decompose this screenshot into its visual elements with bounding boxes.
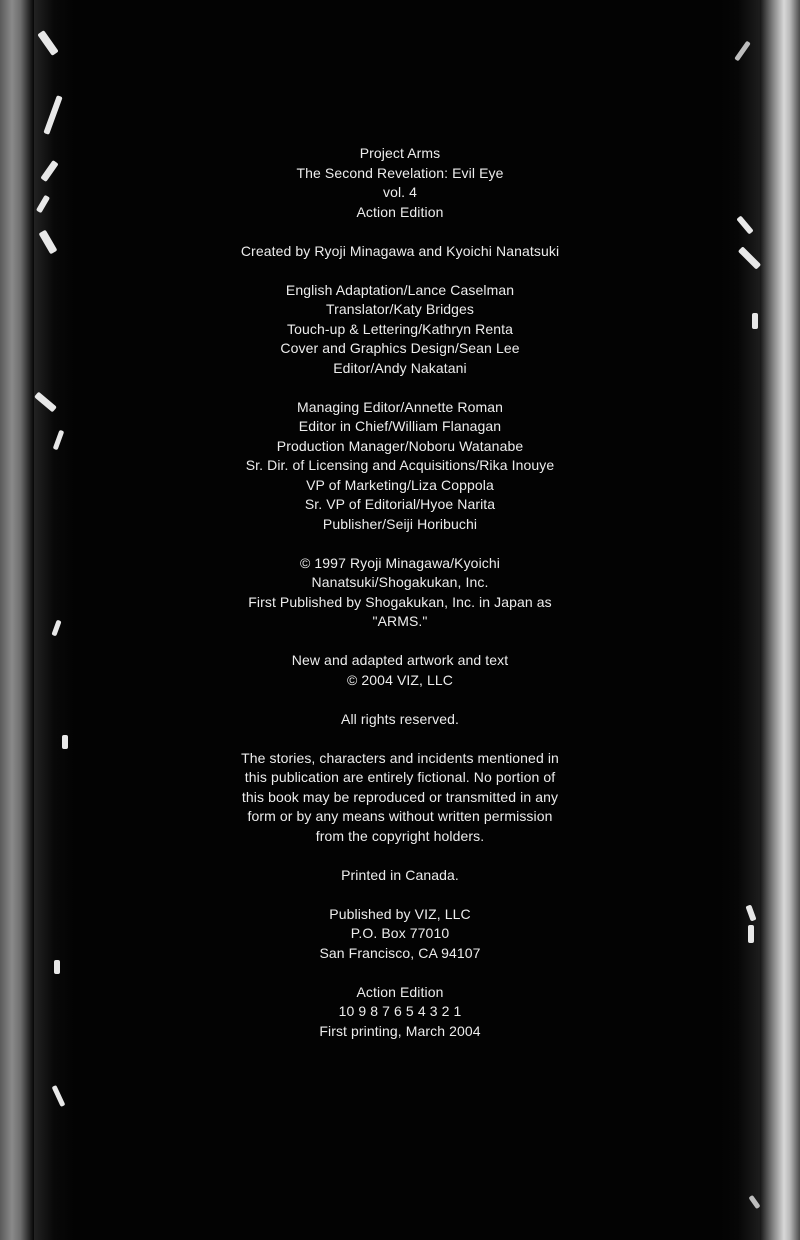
publisher-block [200,905,600,964]
management-line: Managing Editor/Annette Roman [296,398,504,415]
volume-number: vol. 4 [382,184,418,200]
management-line: Publisher/Seiji Horibuchi [322,515,478,532]
disclaimer-line: from the copyright holders. [315,827,485,844]
staff-line: Cover and Graphics Design/Sean Lee [280,340,520,356]
creators-line: Created by Ryoji Minagawa and Kyoichi Nanatsuki [240,242,560,259]
edition-line: Action Edition [356,983,444,1000]
left-border-shadow [34,0,74,1240]
printing-numbers: 10 9 8 7 6 5 4 3 2 1 [338,1003,462,1019]
disclaimer-line: The stories, characters and incidents mentioned in [241,749,559,766]
publisher-address: P.O. Box 77010 [350,925,450,941]
adaptation-line: New and adapted artwork and text [291,652,509,668]
printing-date: First printing, March 2004 [319,1022,481,1039]
right-border-texture [760,0,800,1240]
disclaimer-line: form or by any means without written permission [247,808,553,824]
edition-name: Action Edition [356,203,444,220]
disclaimer-line: this publication are entirely fictional. No portion of [244,769,556,785]
copyright-line: © 1997 Ryoji Minagawa/Kyoichi [300,554,500,571]
copyright-line: First Published by Shogakukan, Inc. in Japan as [248,593,552,610]
right-border-shadow [720,0,760,1240]
management-block [200,398,600,535]
left-border-texture [0,0,34,1240]
staff-line: Editor/Andy Nakatani [333,359,467,376]
publisher-city: San Francisco, CA 94107 [319,944,481,961]
copyright-text [200,144,600,1061]
rights-line: All rights reserved. [341,710,459,727]
management-line: Sr. VP of Editorial/Hyoe Narita [304,496,496,512]
management-line: Sr. Dir. of Licensing and Acquisitions/Rika Inouye [245,457,555,473]
volume-subtitle: The Second Revelation: Evil Eye [296,164,504,181]
staff-line: English Adaptation/Lance Caselman [285,281,515,298]
copyright-line: Nanatsuki/Shogakukan, Inc. [311,574,489,590]
management-line: Editor in Chief/William Flanagan [298,418,502,434]
rights-block [200,710,600,730]
creators-block [200,242,600,262]
copyright-block [200,554,600,632]
staff-line: Translator/Katy Bridges [325,301,475,317]
adaptation-block [200,651,600,690]
adaptation-line: © 2004 VIZ, LLC [347,671,453,688]
series-title: Project Arms [359,145,441,161]
staff-block [200,281,600,379]
disclaimer-block [200,749,600,847]
title-block [200,144,600,222]
staff-line: Touch-up & Lettering/Kathryn Renta [287,320,513,337]
management-line: Production Manager/Noboru Watanabe [276,437,524,454]
printed-block [200,866,600,886]
publisher-line: Published by VIZ, LLC [329,905,471,922]
printed-line: Printed in Canada. [341,866,459,883]
management-line: VP of Marketing/Liza Coppola [306,476,494,493]
disclaimer-line: this book may be reproduced or transmitted in any [241,788,559,805]
edition-block [200,983,600,1042]
copyright-line: "ARMS." [372,613,428,629]
